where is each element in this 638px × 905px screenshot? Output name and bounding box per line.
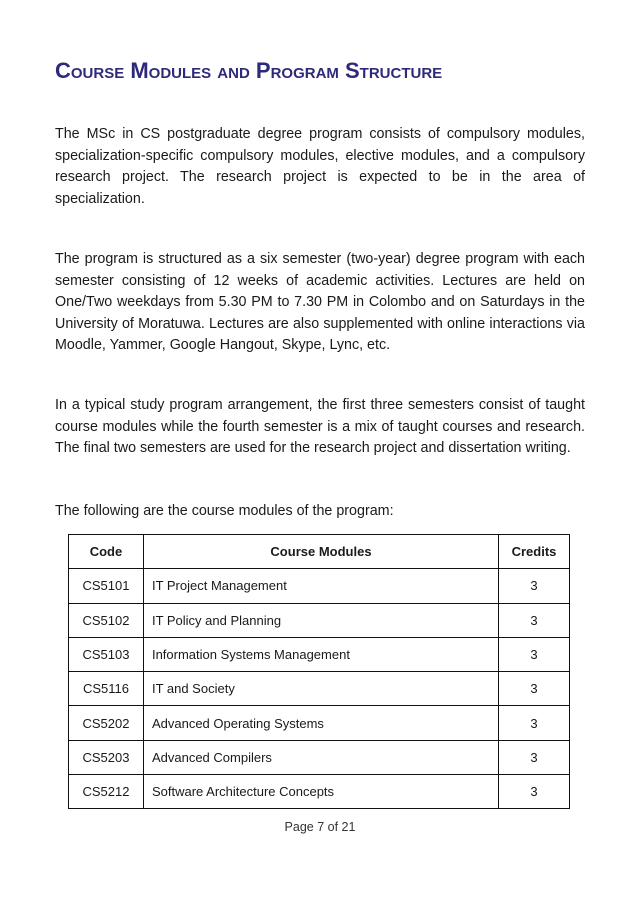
cell-module: Advanced Operating Systems [143,706,498,740]
table-row [69,706,570,740]
table-row [69,637,570,671]
cell-module: IT Policy and Planning [143,603,498,637]
cell-code: CS5103 [69,637,144,671]
table-row [69,740,570,774]
cell-module: Software Architecture Concepts [143,775,498,809]
cell-module: IT and Society [143,672,498,706]
paragraph-program-schedule: The program is structured as a six semester (two-year) degree program with each semester consisting of 12 weeks of academic activities. Lectures are held on One/Two weekdays from 5.30 PM to 7.30 PM in Colombo and on Saturdays in the University of Moratuwa. Lectures are also supplemented with online interactions via Moodle, Yammer, Google Hangout, Skype, Lync, etc. [55,251,585,353]
cell-credits: 3 [499,706,570,740]
header-credits: Credits [499,535,570,569]
table-row [69,603,570,637]
cell-credits: 3 [499,672,570,706]
paragraph-semester-arrangement: In a typical study program arrangement, the first three semesters consist of taught course modules while the fourth semester is a mix of taught courses and research. The final two semesters are used for the research project and dissertation writing. [55,397,585,456]
table-row [69,672,570,706]
cell-code: CS5212 [69,775,144,809]
cell-module: IT Project Management [143,569,498,603]
cell-module: Information Systems Management [143,637,498,671]
section-title: Course Modules and Program Structure [55,58,443,83]
table-header-row [69,535,570,569]
course-modules-table [68,534,570,809]
cell-code: CS5102 [69,603,144,637]
cell-credits: 3 [499,740,570,774]
cell-code: CS5116 [69,672,144,706]
cell-credits: 3 [499,637,570,671]
cell-code: CS5202 [69,706,144,740]
paragraph-table-intro: The following are the course modules of the program: [55,503,394,519]
cell-credits: 3 [499,569,570,603]
cell-code: CS5101 [69,569,144,603]
header-code: Code [69,535,144,569]
table-row [69,775,570,809]
paragraph-program-overview: The MSc in CS postgraduate degree program consists of compulsory modules, specialization-specific compulsory modules, elective modules, and a compulsory research project. The research project is expected to be in the area of specialization. [55,126,585,207]
cell-module: Advanced Compilers [143,740,498,774]
cell-code: CS5203 [69,740,144,774]
table-row [69,569,570,603]
page-number: Page 7 of 21 [284,820,356,834]
cell-credits: 3 [499,603,570,637]
header-course-modules: Course Modules [143,535,498,569]
cell-credits: 3 [499,775,570,809]
